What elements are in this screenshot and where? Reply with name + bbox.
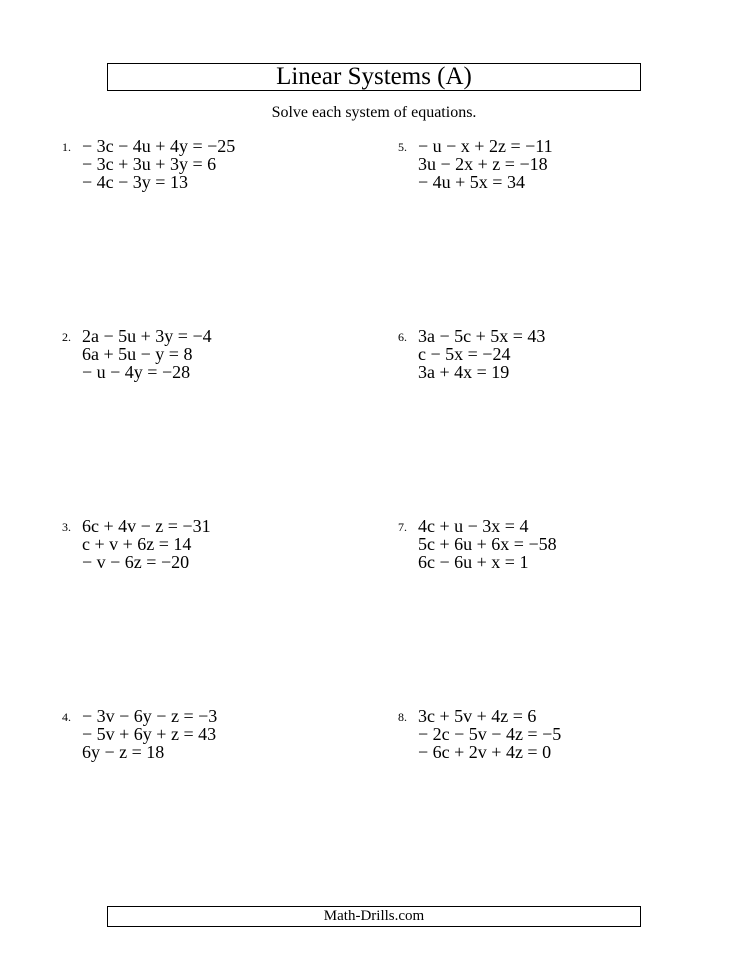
equation-list: [418, 707, 561, 761]
equation: 6c − 6u + x = 1: [418, 552, 529, 572]
equation: − 3v − 6y − z = −3: [82, 706, 218, 726]
equation: 4c + u − 3x = 4: [418, 516, 529, 536]
footer: Math-Drills.com: [107, 906, 641, 927]
equation: − 6c + 2v + 4z = 0: [418, 742, 552, 762]
equation: c + v + 6z = 14: [82, 534, 192, 554]
equation: 2a − 5u + 3y = −4: [82, 326, 212, 346]
equation-list: [82, 707, 217, 761]
equation: − u − x + 2z = −11: [418, 136, 553, 156]
problem-number: 6.: [398, 330, 407, 344]
equation: 6y − z = 18: [82, 742, 165, 762]
equation: 3c + 5v + 4z = 6: [418, 706, 537, 726]
equation: c − 5x = −24: [418, 344, 511, 364]
equation: 6c + 4v − z = −31: [82, 516, 211, 536]
equation: 3u − 2x + z = −18: [418, 154, 548, 174]
problem-number: 7.: [398, 520, 407, 534]
equation: − 4u + 5x = 34: [418, 172, 525, 192]
equation-list: [418, 137, 553, 191]
equation: 3a + 4x = 19: [418, 362, 510, 382]
equation: 6a + 5u − y = 8: [82, 344, 193, 364]
equation: 3a − 5c + 5x = 43: [418, 326, 546, 346]
instructions: Solve each system of equations.: [271, 104, 477, 121]
problem-number: 2.: [62, 330, 71, 344]
equation: − 3c − 4u + 4y = −25: [82, 136, 236, 156]
problem-number: 8.: [398, 710, 407, 724]
page-title: Linear Systems (A): [107, 63, 641, 91]
equation: − 2c − 5v − 4z = −5: [418, 724, 562, 744]
problem-number: 1.: [62, 140, 71, 154]
equation-list: [82, 517, 211, 571]
equation-list: [82, 327, 212, 381]
equation-list: [82, 137, 235, 191]
problem-number: 4.: [62, 710, 71, 724]
equation-list: [418, 517, 557, 571]
problem-number: 3.: [62, 520, 71, 534]
equation: − v − 6z = −20: [82, 552, 190, 572]
equation-list: [418, 327, 545, 381]
equation: − u − 4y = −28: [82, 362, 191, 382]
equation: − 3c + 3u + 3y = 6: [82, 154, 217, 174]
equation: − 4c − 3y = 13: [82, 172, 188, 192]
problem-number: 5.: [398, 140, 407, 154]
equation: − 5v + 6y + z = 43: [82, 724, 217, 744]
equation: 5c + 6u + 6x = −58: [418, 534, 557, 554]
